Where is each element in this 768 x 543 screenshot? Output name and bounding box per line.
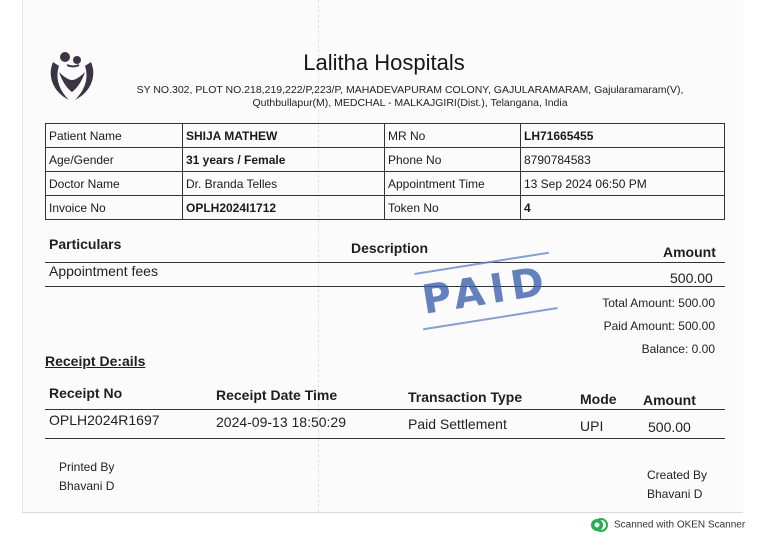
hospital-address bbox=[110, 84, 710, 110]
receipt-date-time-header: Receipt Date Time bbox=[216, 387, 338, 403]
patient-name-value: SHIJA MATHEW bbox=[183, 124, 385, 148]
particular-item: Appointment fees bbox=[49, 263, 158, 279]
particulars-header: Particulars bbox=[49, 236, 122, 252]
scanner-watermark bbox=[590, 518, 745, 534]
doctor-name-label: Doctor Name bbox=[46, 172, 183, 196]
created-by-label: Created By bbox=[647, 468, 708, 482]
info-row bbox=[46, 172, 725, 196]
patient-name-label: Patient Name bbox=[46, 124, 183, 148]
receipt-row-rule bbox=[45, 438, 725, 439]
printed-by-value: Bhavani D bbox=[59, 479, 115, 493]
receipt-no-header: Receipt No bbox=[49, 385, 123, 401]
token-no-label: Token No bbox=[385, 196, 521, 220]
phone-no-label: Phone No bbox=[385, 148, 521, 172]
receipt-page bbox=[22, 0, 743, 513]
age-gender-value: 31 years / Female bbox=[183, 148, 385, 172]
balance: Balance: 0.00 bbox=[641, 342, 715, 356]
transaction-type-value: Paid Settlement bbox=[408, 416, 507, 432]
scanner-logo-icon bbox=[590, 518, 608, 532]
scanner-text: Scanned with OKEN Scanner bbox=[614, 519, 746, 531]
info-row bbox=[46, 124, 725, 148]
address-line-2: Quthbullapur(M), MEDCHAL - MALKAJGIRI(Dist.), Telangana, India bbox=[252, 97, 568, 109]
receipt-no-value: OPLH2024R1697 bbox=[49, 412, 160, 428]
receipt-date-time-value: 2024-09-13 18:50:29 bbox=[216, 414, 346, 430]
receipt-amount-value: 500.00 bbox=[648, 419, 691, 435]
particular-amount: 500.00 bbox=[670, 270, 713, 286]
address-line-1: SY NO.302, PLOT NO.218,219,222/P,223/P, MAHADEVAPURAM COLONY, GAJULARAMARAM, Gajularamaram(V), bbox=[136, 84, 684, 96]
amount-header: Amount bbox=[663, 244, 716, 260]
mr-no-value: LH71665455 bbox=[521, 124, 725, 148]
particulars-row-rule bbox=[45, 286, 725, 287]
mode-value: UPI bbox=[580, 418, 604, 434]
description-header: Description bbox=[351, 240, 429, 256]
info-row bbox=[46, 196, 725, 220]
hospital-name: Lalitha Hospitals bbox=[303, 50, 465, 75]
phone-no-value: 8790784583 bbox=[521, 148, 725, 172]
created-by-value: Bhavani D bbox=[647, 487, 703, 501]
paid-stamp: PAID bbox=[414, 252, 557, 331]
appointment-time-label: Appointment Time bbox=[385, 172, 521, 196]
invoice-no-label: Invoice No bbox=[46, 196, 183, 220]
invoice-no-value: OPLH2024I1712 bbox=[183, 196, 385, 220]
paper-fold-line bbox=[318, 0, 319, 512]
receipt-details-title: Receipt De:ails bbox=[45, 353, 146, 369]
printed-by-label: Printed By bbox=[59, 460, 115, 474]
token-no-value: 4 bbox=[521, 196, 725, 220]
mode-header: Mode bbox=[580, 391, 617, 407]
age-gender-label: Age/Gender bbox=[46, 148, 183, 172]
mr-no-label: MR No bbox=[385, 124, 521, 148]
paid-amount: Paid Amount: 500.00 bbox=[603, 319, 715, 333]
appointment-time-value: 13 Sep 2024 06:50 PM bbox=[521, 172, 725, 196]
receipt-amount-header: Amount bbox=[643, 392, 696, 408]
doctor-name-value: Dr. Branda Telles bbox=[183, 172, 385, 196]
patient-info-table bbox=[45, 123, 725, 220]
transaction-type-header: Transaction Type bbox=[408, 389, 523, 405]
info-row bbox=[46, 148, 725, 172]
receipt-header-rule bbox=[45, 409, 725, 410]
total-amount: Total Amount: 500.00 bbox=[602, 296, 715, 310]
